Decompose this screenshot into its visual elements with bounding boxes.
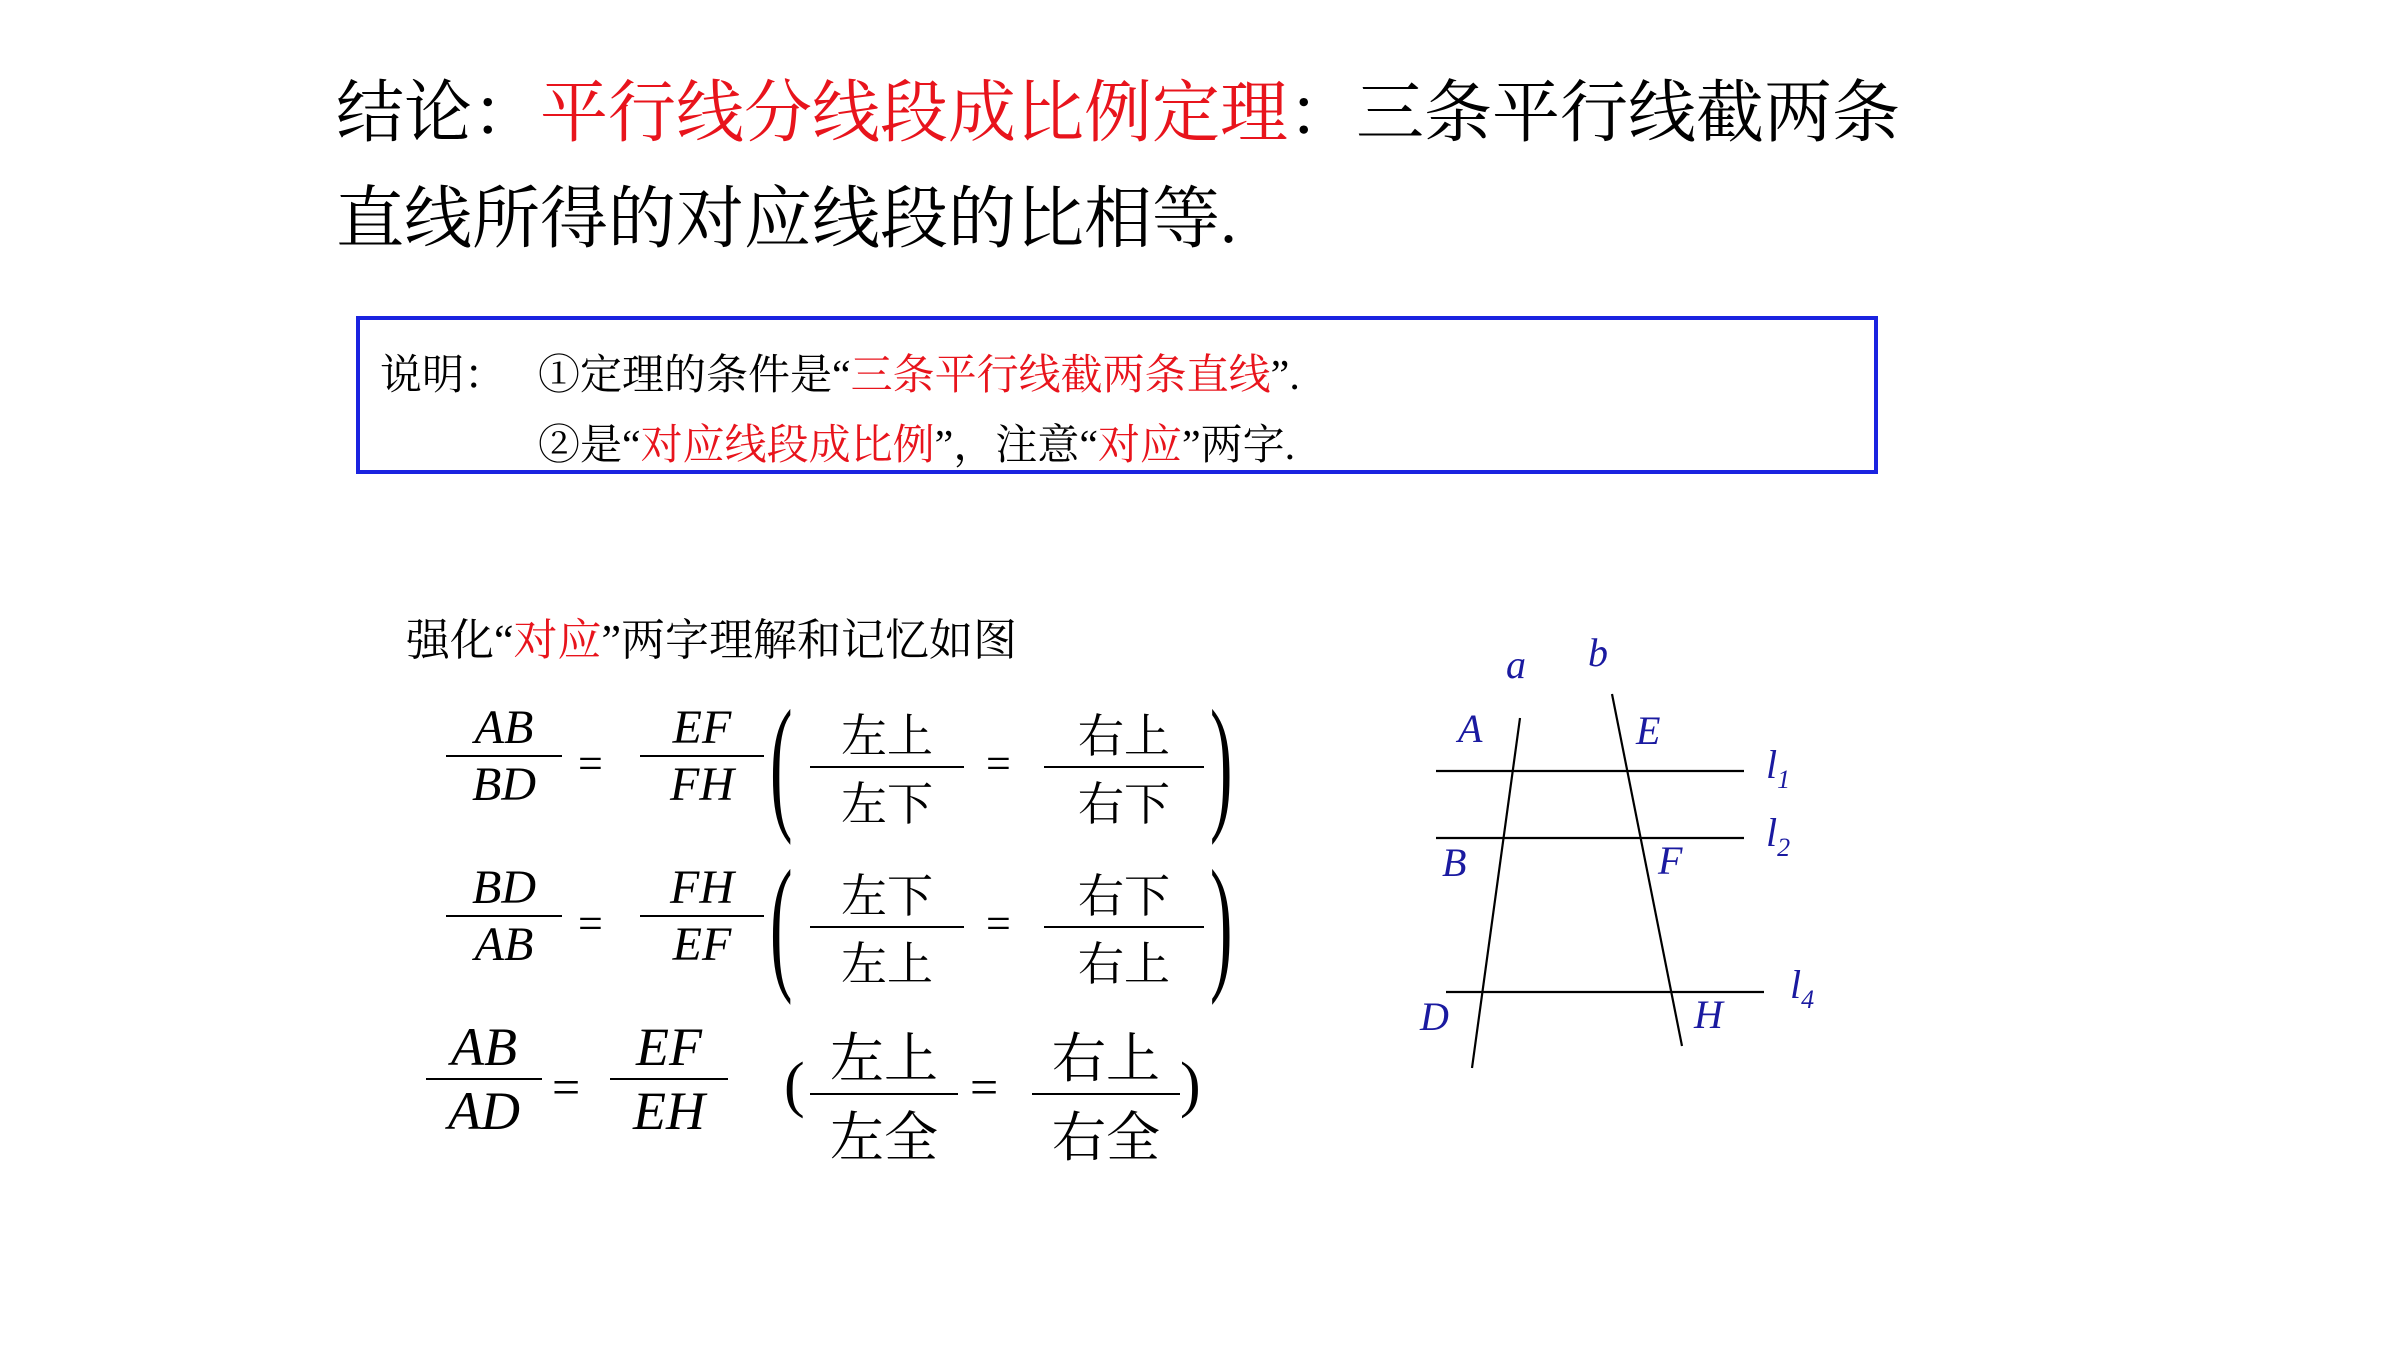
note-l2-a: ②是“	[538, 423, 641, 469]
note-line-1	[538, 342, 1300, 402]
label-l4: $l_4$	[1790, 962, 1815, 1014]
note-label: 说明：	[380, 353, 507, 399]
eq2-fraction-1	[446, 860, 562, 972]
note-l1-b: ”.	[1270, 353, 1300, 399]
eq3-equals-1: =	[552, 1059, 581, 1115]
eq3-fraction-3	[810, 1016, 958, 1172]
note-l1-a: ①定理的条件是“	[538, 353, 851, 399]
eq1-fraction-3	[810, 700, 964, 834]
hint-a: 强化“	[406, 616, 514, 665]
parallel-lines-figure	[1400, 620, 1850, 1080]
eq1-denominator-1: BD	[472, 758, 536, 811]
eq1-fraction-4	[1044, 700, 1204, 834]
eq3-numerator-3: 左上	[830, 1027, 938, 1090]
eq2-right-paren: )	[1210, 840, 1233, 1006]
eq2-equals-2: =	[986, 899, 1011, 948]
hint-b: ”两字理解和记忆如图	[601, 616, 1018, 665]
note-l2-highlight: 对应线段成比例	[640, 423, 935, 469]
eq1-numerator-4: 右上	[1078, 709, 1170, 763]
label-b: b	[1588, 630, 1608, 675]
eq1-fraction-1	[446, 700, 562, 812]
eq2-fraction-4	[1044, 860, 1204, 994]
eq1-equals-2: =	[986, 739, 1011, 788]
eq2-numerator-4: 右下	[1078, 869, 1170, 923]
eq3-equals-2: =	[970, 1059, 999, 1115]
eq1-right-paren: )	[1210, 680, 1233, 846]
eq3-fraction-4	[1032, 1016, 1180, 1172]
heading-line-1	[336, 60, 2036, 166]
label-D: D	[1420, 994, 1449, 1039]
eq3-denominator-3: 左全	[830, 1106, 938, 1169]
eq3-denominator-1: AD	[448, 1081, 520, 1141]
label-B: B	[1442, 840, 1467, 885]
eq1-numerator-3: 左上	[841, 709, 933, 763]
eq1-denominator-2: FH	[670, 758, 734, 811]
note-l2-b: ”，注意“	[934, 423, 1098, 469]
label-l1: $l_1$	[1766, 742, 1791, 794]
heading-prefix: 结论：	[336, 75, 541, 151]
label-l2: $l_2$	[1766, 810, 1791, 862]
eq3-numerator-1: AB	[451, 1017, 517, 1077]
eq1-fraction-2	[640, 700, 764, 812]
eq3-fraction-2	[610, 1016, 728, 1142]
eq1-numerator-1: AB	[474, 701, 534, 754]
heading-line-2: 直线所得的对应线段的比相等.	[336, 181, 1238, 257]
eq2-denominator-2: EF	[672, 918, 732, 971]
eq2-denominator-3: 左上	[841, 937, 933, 991]
eq1-denominator-3: 左下	[841, 777, 933, 831]
label-a: a	[1506, 642, 1526, 687]
note-l2-highlight-2: 对应	[1097, 423, 1182, 469]
eq1-denominator-4: 右下	[1078, 777, 1170, 831]
note-box	[356, 316, 1878, 474]
hint-highlight: 对应	[513, 616, 602, 665]
note-line-2	[538, 412, 1295, 472]
eq3-numerator-4: 右上	[1052, 1027, 1160, 1090]
eq1-numerator-2: EF	[672, 701, 732, 754]
eq2-equals-1: =	[578, 899, 603, 948]
eq2-numerator-1: BD	[472, 861, 536, 914]
eq2-fraction-2	[640, 860, 764, 972]
eq2-numerator-3: 左下	[841, 869, 933, 923]
eq3-right-paren: )	[1180, 1051, 1201, 1119]
hint-text	[406, 604, 1017, 668]
eq3-fraction-1	[426, 1016, 542, 1142]
eq2-denominator-1: AB	[474, 918, 534, 971]
note-l1-highlight: 三条平行线截两条直线	[850, 353, 1271, 399]
eq2-left-paren: (	[770, 840, 793, 1006]
label-A: A	[1458, 706, 1483, 751]
label-H: H	[1694, 992, 1723, 1037]
conclusion-heading	[336, 60, 2036, 272]
heading-rest: ：三条平行线截两条	[1288, 75, 1901, 151]
eq3-denominator-2: EH	[633, 1081, 705, 1141]
eq1-left-paren: (	[770, 680, 793, 846]
eq2-fraction-3	[810, 860, 964, 994]
eq1-equals-1: =	[578, 739, 603, 788]
eq3-numerator-2: EF	[636, 1017, 702, 1077]
theorem-name: 平行线分线段成比例定理	[540, 75, 1289, 151]
note-l2-c: ”两字.	[1181, 423, 1296, 469]
eq3-left-paren: (	[784, 1051, 805, 1119]
label-E: E	[1636, 708, 1661, 753]
eq2-denominator-4: 右上	[1078, 937, 1170, 991]
label-F: F	[1658, 838, 1683, 883]
eq2-numerator-2: FH	[670, 861, 734, 914]
eq3-denominator-4: 右全	[1052, 1106, 1160, 1169]
